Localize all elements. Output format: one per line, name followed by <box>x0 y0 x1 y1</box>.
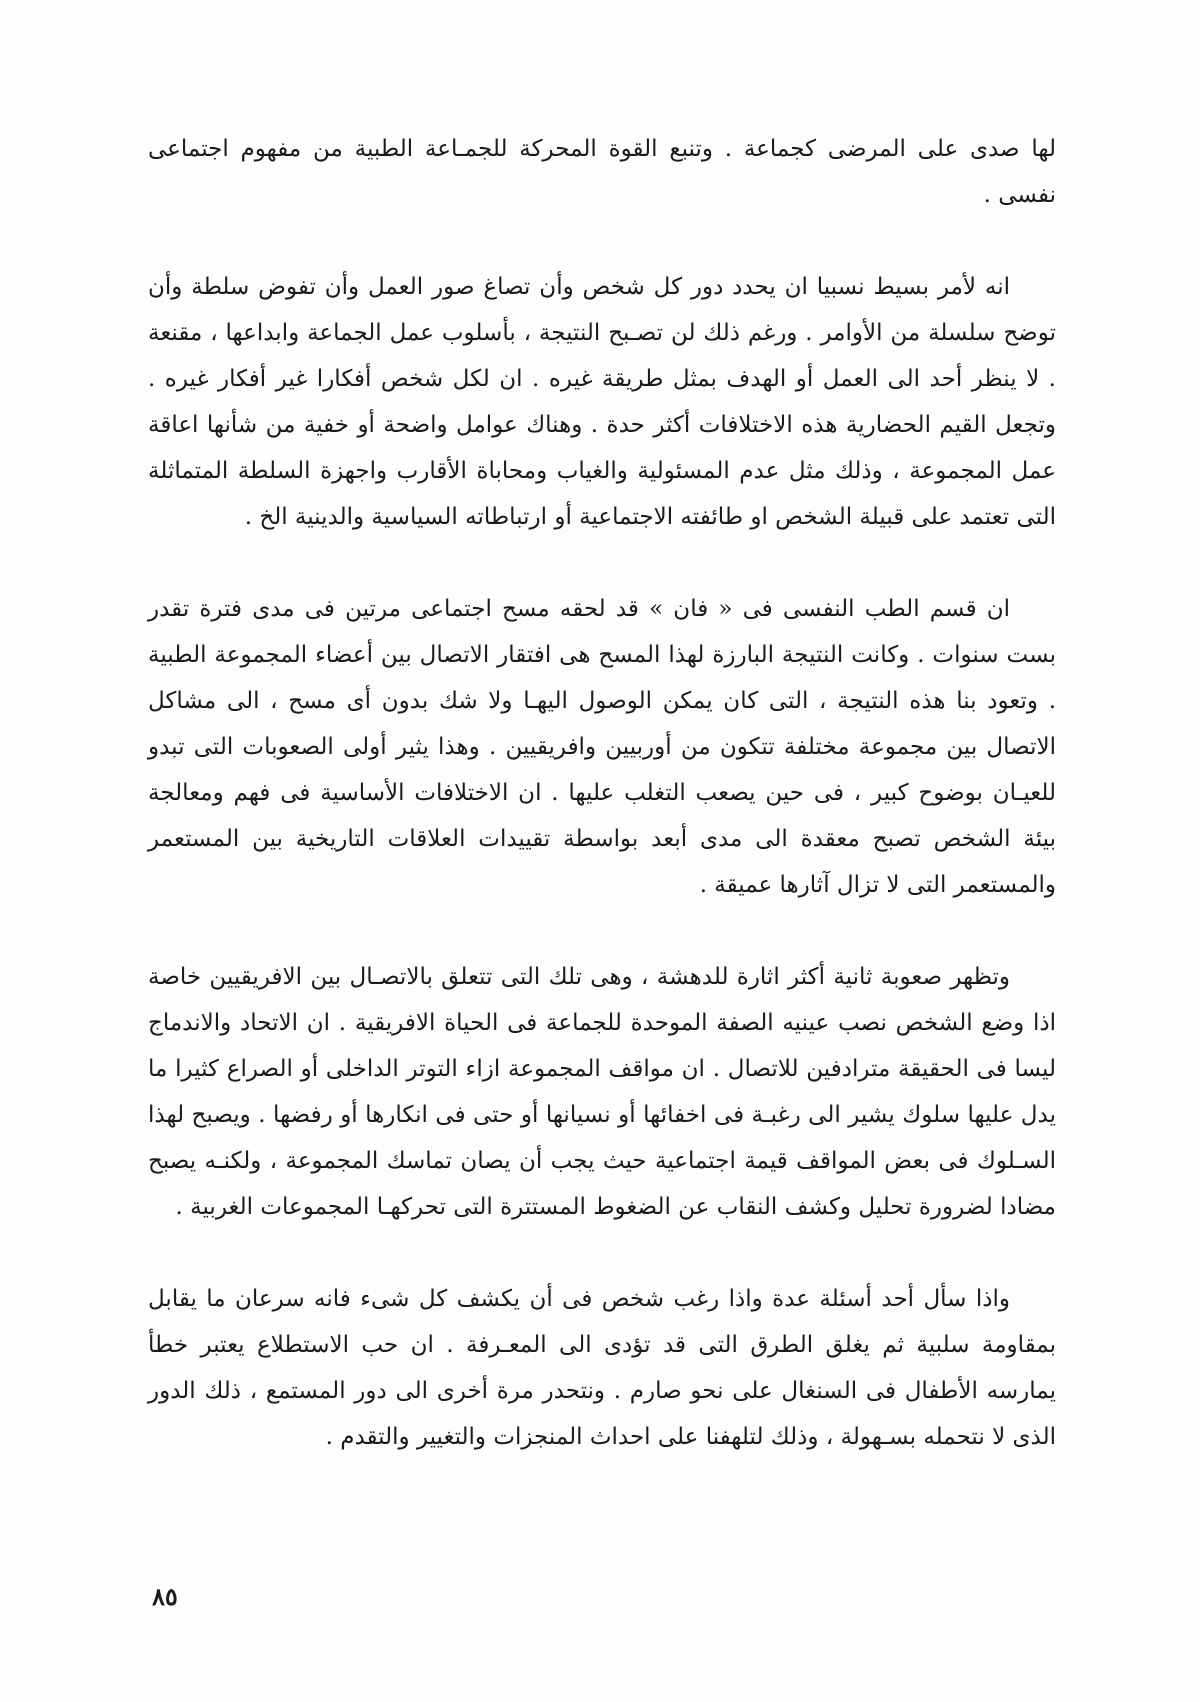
paragraph-5: واذا سأل أحد أسئلة عدة واذا رغب شخص فى أن يكشف كل شىء فانه سرعان ما يقابل بمقاومة سلبية ثم يغلق الطرق التى قد تؤدى الى المعـرفة . ان حب الاستطلاع يعتبر خطأ يمارسه الأطفال فى السنغال على نحو صارم . ونتحدر مرة أخرى الى دور المستمع ، ذلك الدور الذى لا نتحمله بسـهولة ، وذلك لتلهفنا على احداث المنجزات والتغيير والتقدم . <box>148 1286 1056 1450</box>
paragraph-4: وتظهر صعوبة ثانية أكثر اثارة للدهشة ، وهى تلك التى تتعلق بالاتصـال بين الافريقيين خاصة اذا وضع الشخص نصب عينيه الصفة الموحدة للجماعة فى الحياة الافريقية . ان الاتحاد والاندماج ليسا فى الحقيقة مترادفين للاتصال . ان مواقف المجموعة ازاء التوتر الداخلى أو الصراع كثيرا ما يدل عليها سلوك يشير الى رغبـة فى اخفائها أو نسيانها أو حتى فى انكارها أو رفضها . ويصبح لهذا السـلوك فى بعض المواقف قيمة اجتماعية حيث يجب أن يصان تماسك المجموعة ، ولكنـه يصبح مضادا لضرورة تحليل وكشف النقاب عن الضغوط المستترة التى تحركهـا المجموعات الغربية . <box>148 964 1056 1220</box>
paragraph-3: ان قسم الطب النفسى فى « فان » قد لحقه مسح اجتماعى مرتين فى مدى فترة تقدر بست سنوات . وكانت النتيجة البارزة لهذا المسح هى افتقار الاتصال بين أعضاء المجموعة الطبية . وتعود بنا هذه النتيجة ، التى كان يمكن الوصول اليهـا ولا شك بدون أى مسح ، الى مشاكل الاتصال بين مجموعة مختلفة تتكون من أوربيين وافريقيين . وهذا يثير أولى الصعوبات التى تبدو للعيـان بوضوح كبير ، فى حين يصعب التغلب عليها . ان الاختلافات الأساسية فى فهم ومعالجة بيئة الشخص تصبح معقدة الى مدى أبعد بواسطة تقييدات العلاقات التاريخية بين المستعمر والمستعمر التى لا تزال آثارها عميقة . <box>148 596 1057 898</box>
page-number: ٨٥ <box>152 1582 178 1611</box>
body-text <box>148 126 1056 1460</box>
paragraph-1: لها صدى على المرضى كجماعة . وتنبع القوة المحركة للجمـاعة الطبية من مفهوم اجتماعى نفسى . <box>148 136 1056 208</box>
paragraph-2: انه لأمر بسيط نسبيا ان يحدد دور كل شخص وأن تصاغ صور العمل وأن تفوض سلطة وأن توضح سلسلة من الأوامر . ورغم ذلك لن تصـبح النتيجة ، بأسلوب عمل الجماعة وابداعها ، مقنعة . لا ينظر أحد الى العمل أو الهدف بمثل طريقة غيره . ان لكل شخص أفكارا غير أفكار غيره . وتجعل القيم الحضارية هذه الاختلافات أكثر حدة . وهناك عوامل واضحة أو خفية من شأنها اعاقة عمل المجموعة ، وذلك مثل عدم المسئولية والغياب ومحاباة الأقارب واجهزة السلطة المتماثلة التى تعتمد على قبيلة الشخص او طائفته الاجتماعية أو ارتباطاته السياسية والدينية الخ . <box>148 274 1056 530</box>
